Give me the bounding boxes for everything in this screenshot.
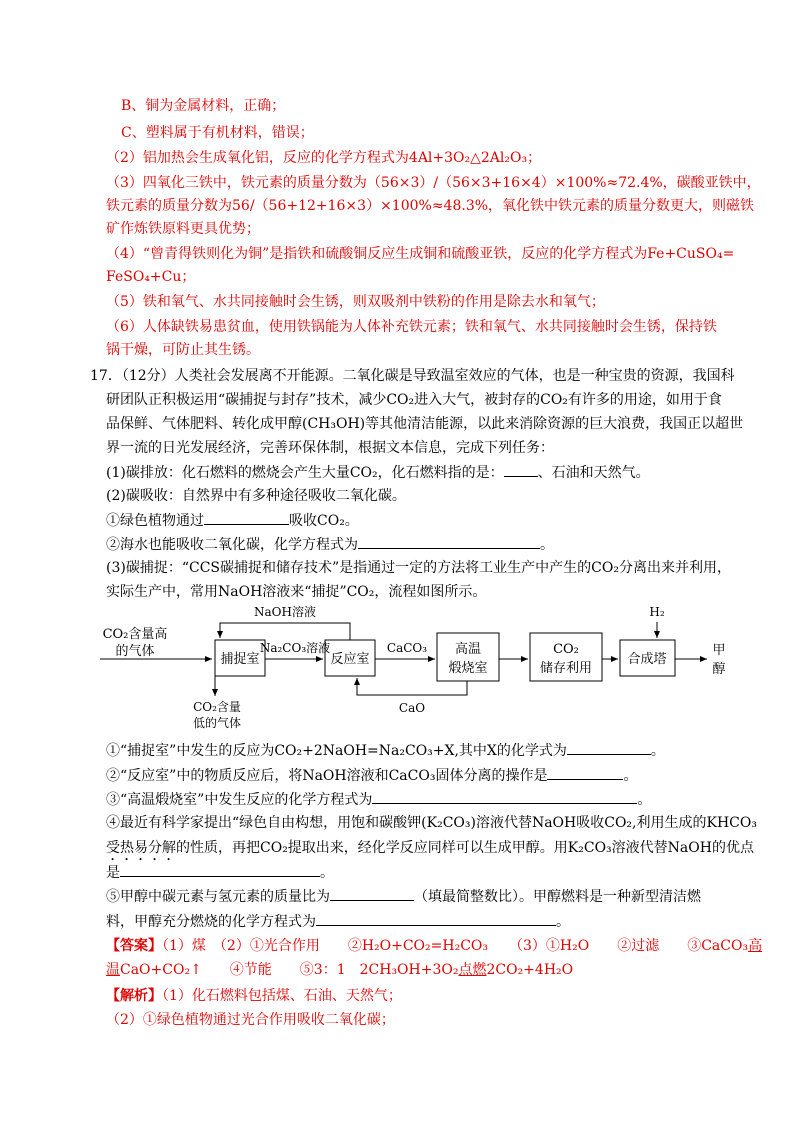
reaction-label: 反应室 — [330, 652, 370, 667]
ccs-flow-diagram — [95, 600, 755, 735]
text-line: （2）铝加热会生成氧化铝，反应的化学方程式为4Al+3O₂△2Al₂O₃； — [106, 150, 542, 166]
analysis-tag: 【解析】 — [106, 988, 162, 1004]
text: 是 — [106, 865, 120, 881]
answer-tag: 【答案】 — [106, 938, 162, 954]
text-line: 铁元素的质量分数为56/（56+12+16×3）×100%≈48.3%，氧化铁中铁元素的质量分数更大，则磁铁 — [106, 198, 755, 214]
na2co3-label: Na₂CO₃溶液 — [259, 641, 331, 655]
condition-text: 点燃 — [458, 962, 487, 978]
blank-field[interactable] — [204, 510, 289, 525]
blank-field[interactable] — [120, 862, 320, 877]
analysis-line-1 — [106, 986, 402, 1006]
text: 。 — [540, 537, 554, 553]
calcine-label: 高温 — [454, 642, 482, 657]
storage-label: 储存利用 — [539, 661, 593, 676]
text-line: （3）四氧化三铁中，铁元素的质量分数为（56×3）/（56×3+16×4）×100%≈72.4%，碳酸亚铁中， — [106, 175, 761, 191]
blank-field[interactable] — [567, 740, 651, 755]
question-part-1 — [106, 462, 650, 483]
blank-field[interactable] — [504, 462, 538, 477]
text: （填最简整数比）。甲醇燃料是一种新型清洁燃 — [414, 889, 701, 905]
text: ③“高温煅烧室”中发生反应的化学方程式为 — [106, 792, 373, 808]
text: （1）化石燃料包括煤、石油、天然气； — [162, 988, 402, 1004]
text: 2CO₂+4H₂O — [486, 962, 574, 978]
text-line: B、铜为金属材料，正确； — [121, 98, 286, 114]
sub-question-5-cont — [106, 911, 570, 932]
calcine-label: 煅烧室 — [448, 661, 488, 676]
text: 。 — [650, 743, 665, 759]
text-line: 锅干燥，可防止其生锈。 — [106, 342, 260, 358]
blank-field[interactable] — [330, 886, 414, 901]
text-line: 矿作炼铁原料更具优势； — [106, 221, 260, 237]
input-label: CO₂含量高 — [102, 627, 168, 642]
low-gas-label: 低的气体 — [192, 716, 242, 730]
text: 。 — [556, 914, 570, 930]
answer-line-1 — [106, 936, 762, 956]
text: 。 — [637, 792, 652, 808]
question-text: 实际生产中，常用NaOH溶液来“捕捉”CO₂，流程如图所示。 — [106, 584, 487, 600]
text: 料，甲醇充分燃烧的化学方程式为 — [106, 914, 316, 930]
text-line: （6）人体缺铁易患贫血，使用铁锅能为人体补充铁元素；铁和氧气、水共同接触时会生锈，保持铁 — [106, 319, 717, 335]
output-label: 甲 — [712, 643, 726, 658]
caco3-label: CaCO₃ — [386, 641, 428, 655]
output-label: 醇 — [712, 662, 726, 677]
condition-text: 高 — [748, 938, 763, 954]
blank-field[interactable] — [316, 911, 556, 926]
question-text: 界一流的日光发展经济，完善环保体制，根据文本信息，完成下列任务： — [106, 440, 554, 456]
text: ②“反应室”中的物质反应后，将NaOH溶液和CaCO₃固体分离的操作是 — [106, 768, 548, 784]
capture-label: 捕捉室 — [220, 652, 260, 667]
sub-question-3 — [106, 789, 651, 810]
low-gas-label: CO₂含量 — [193, 700, 241, 714]
sub-question-4-cont — [106, 838, 754, 864]
text: ⑤甲醇中碳元素与氢元素的质量比为 — [106, 889, 330, 905]
text: ②海水也能吸收二氧化碳，化学方程式为 — [106, 537, 358, 553]
storage-label: CO₂ — [553, 642, 579, 657]
text: 、石油和天然气。 — [537, 465, 650, 481]
question-text: 17．（12分）人类社会发展离不开能源。二氧化碳是导致温室效应的气体，也是一种宝贵的资源，我国科 — [90, 368, 735, 384]
condition-text: 温 — [106, 962, 120, 978]
blank-field[interactable] — [547, 765, 623, 780]
sub-question-5 — [106, 886, 701, 907]
analysis-line-2: （2）①绿色植物通过光合作用吸收二氧化碳； — [106, 1012, 395, 1028]
question-sub — [106, 534, 554, 555]
text: CaO+CO₂↑ ④节能 ⑤3：1 2CH₃OH+3O₂ — [120, 962, 459, 978]
question-part-2: (2)碳吸收：自然界中有多种途径吸收二氧化碳。 — [106, 488, 406, 504]
text-line: FeSO₄+Cu； — [106, 269, 196, 285]
text: 吸收CO₂。 — [289, 513, 359, 529]
sub-question-4-end — [106, 862, 334, 883]
sub-question-4: ④最近有科学家提出“绿色自由构想，用饱和碳酸钾(K₂CO₃)溶液代替NaOH吸收CO₂,利用生成的KHCO₃ — [106, 815, 757, 831]
question-text: 研团队正积极运用“碳捕捉与封存”技术，减少CO₂进入大气，被封存的CO₂有许多的用途，如用于食 — [106, 392, 722, 408]
text: 的性质，再把CO₂提取出来，经化学反应同样可以生成甲醇。用K₂CO₃溶液代替NaOH的优点 — [176, 840, 754, 856]
text-line: （4）“曾青得铁则化为铜”是指铁和硫酸铜反应生成铜和硫酸亚铁，反应的化学方程式为Fe+CuSO₄= — [106, 246, 735, 262]
text: ①“捕捉室”中发生的反应为CO₂+2NaOH=Na₂CO₃+X,其中X的化学式为 — [106, 743, 567, 759]
text-line: C、塑料属于有机材料，错误； — [121, 125, 314, 141]
blank-field[interactable] — [372, 789, 637, 804]
emphasized-text: 受热易分解 — [106, 840, 176, 856]
text: 。 — [623, 768, 638, 784]
text-line: （5）铁和氧气、水共同接触时会生锈，则双吸剂中铁粉的作用是除去水和氧气； — [106, 294, 605, 310]
naoh-label: NaOH溶液 — [254, 605, 316, 619]
text: 。 — [320, 865, 334, 881]
synthesis-label: 合成塔 — [627, 652, 667, 667]
sub-question-1 — [106, 740, 665, 761]
text: ①绿色植物通过 — [106, 513, 204, 529]
question-part-3: (3)碳捕捉：“CCS碳捕捉和储存技术”是指通过一定的方法将工业生产中产生的CO₂分离出来并利用， — [106, 560, 731, 576]
answer-line-2 — [106, 960, 573, 980]
sub-question-2 — [106, 765, 637, 786]
input-label: 的气体 — [115, 644, 155, 659]
text: （1）煤 （2）①光合作用 ②H₂O+CO₂=H₂CO₃ （3）①H₂O ②过滤 ③CaCO₃ — [162, 938, 749, 954]
question-text: 品保鲜、气体肥料、转化成甲醇(CH₃OH)等其他清洁能源，以此来消除资源的巨大浪费，我国正以超世 — [106, 416, 744, 432]
cao-label: CaO — [398, 701, 426, 715]
question-sub — [106, 510, 359, 531]
h2-label: H₂ — [649, 605, 665, 619]
text: (1)碳排放：化石燃料的燃烧会产生大量CO₂，化石燃料指的是： — [106, 465, 504, 481]
blank-field[interactable] — [358, 534, 540, 549]
